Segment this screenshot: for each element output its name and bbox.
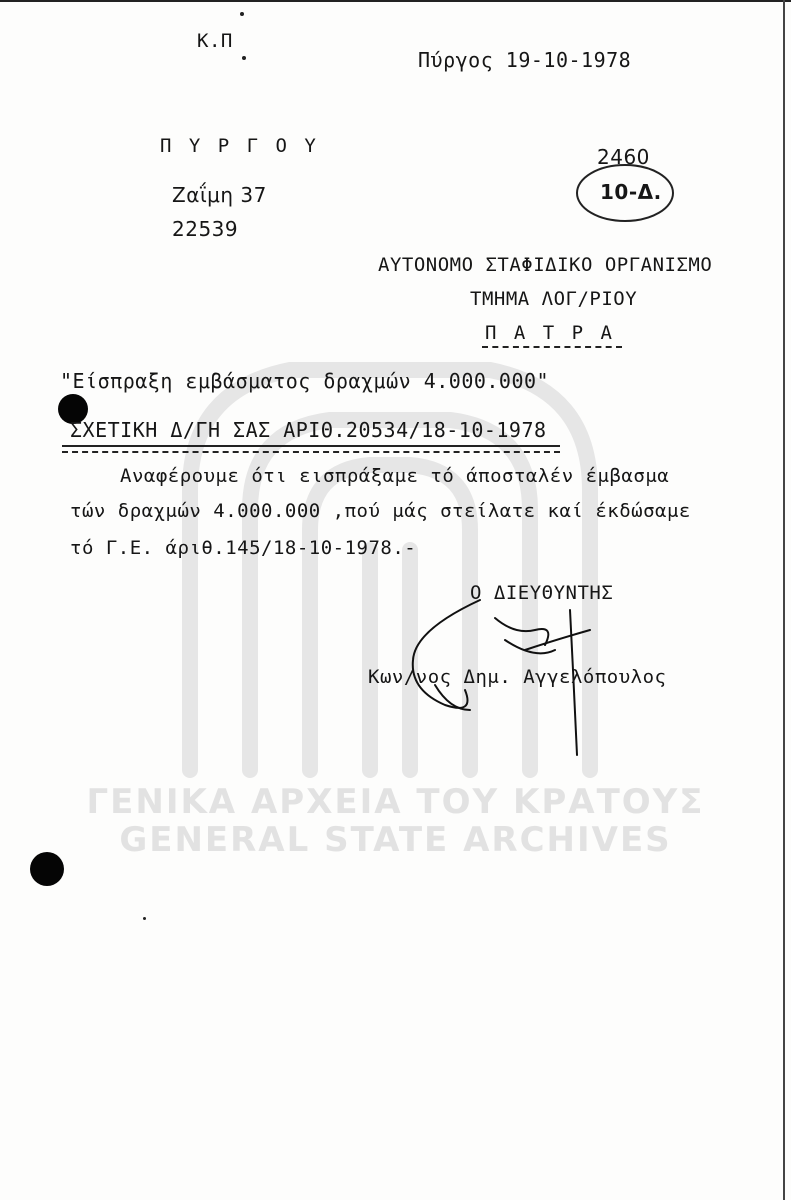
signatory-name: Κων/νος Δημ. Αγγελόπουλος bbox=[368, 666, 667, 688]
reference-underline-solid bbox=[62, 445, 560, 447]
place-date: Πύργος 19-10-1978 bbox=[418, 48, 632, 72]
recipient-city: Π Α Τ Ρ Α bbox=[485, 322, 615, 344]
subject-line: "Είσπραξη εμβάσματος δραχμών 4.000.000" bbox=[60, 369, 550, 393]
reference-circle-text: 10-Δ. bbox=[600, 180, 662, 204]
page-edge-top bbox=[0, 0, 791, 2]
ink-dot bbox=[143, 917, 146, 920]
recipient-org: ΑΥΤΟΝΟΜΟ ΣΤΑΦΙΔΙΚΟ ΟΡΓΑΝΙΣΜΟ bbox=[378, 254, 713, 276]
body-line-2: τών δραχμών 4.000.000 ,πού μάς στείλατε καί έκδώσαμε bbox=[70, 500, 691, 522]
body-line-3: τό Γ.Ε. άριθ.145/18-10-1978.- bbox=[70, 537, 417, 559]
body-line-1: Αναφέρουμε ότι εισπράξαμε τό άποσταλέν έμβασμα bbox=[120, 465, 670, 487]
sender-street: Ζαΐμη 37 bbox=[172, 183, 267, 207]
page-edge-right bbox=[783, 0, 785, 1200]
ink-dot bbox=[242, 56, 246, 60]
recipient-city-underline bbox=[482, 346, 622, 348]
watermark-text-english: GENERAL STATE ARCHIVES bbox=[119, 820, 672, 860]
sender-org: Π Υ Ρ Γ Ο Υ bbox=[160, 135, 319, 157]
signatory-title: Ο ΔΙΕΥΘΥΝΤΗΣ bbox=[470, 582, 614, 604]
recipient-dept: ΤΜΗΜΑ ΛΟΓ/ΡΙΟΥ bbox=[470, 288, 638, 310]
ink-dot bbox=[240, 12, 244, 16]
header-initials: Κ.Π bbox=[197, 30, 233, 52]
reference-number: 2460 bbox=[597, 145, 650, 169]
punch-hole bbox=[30, 852, 64, 886]
reference-line: ΣΧΕΤΙΚΗ Δ/ΓΗ ΣΑΣ ΑΡΙΘ.20534/18-10-1978 bbox=[70, 418, 547, 442]
sender-postcode: 22539 bbox=[172, 217, 239, 241]
reference-underline-dashed bbox=[62, 451, 560, 453]
watermark-text-greek: ΓΕΝΙΚΑ ΑΡΧΕΙΑ ΤΟΥ ΚΡΑΤΟΥΣ bbox=[86, 782, 705, 822]
